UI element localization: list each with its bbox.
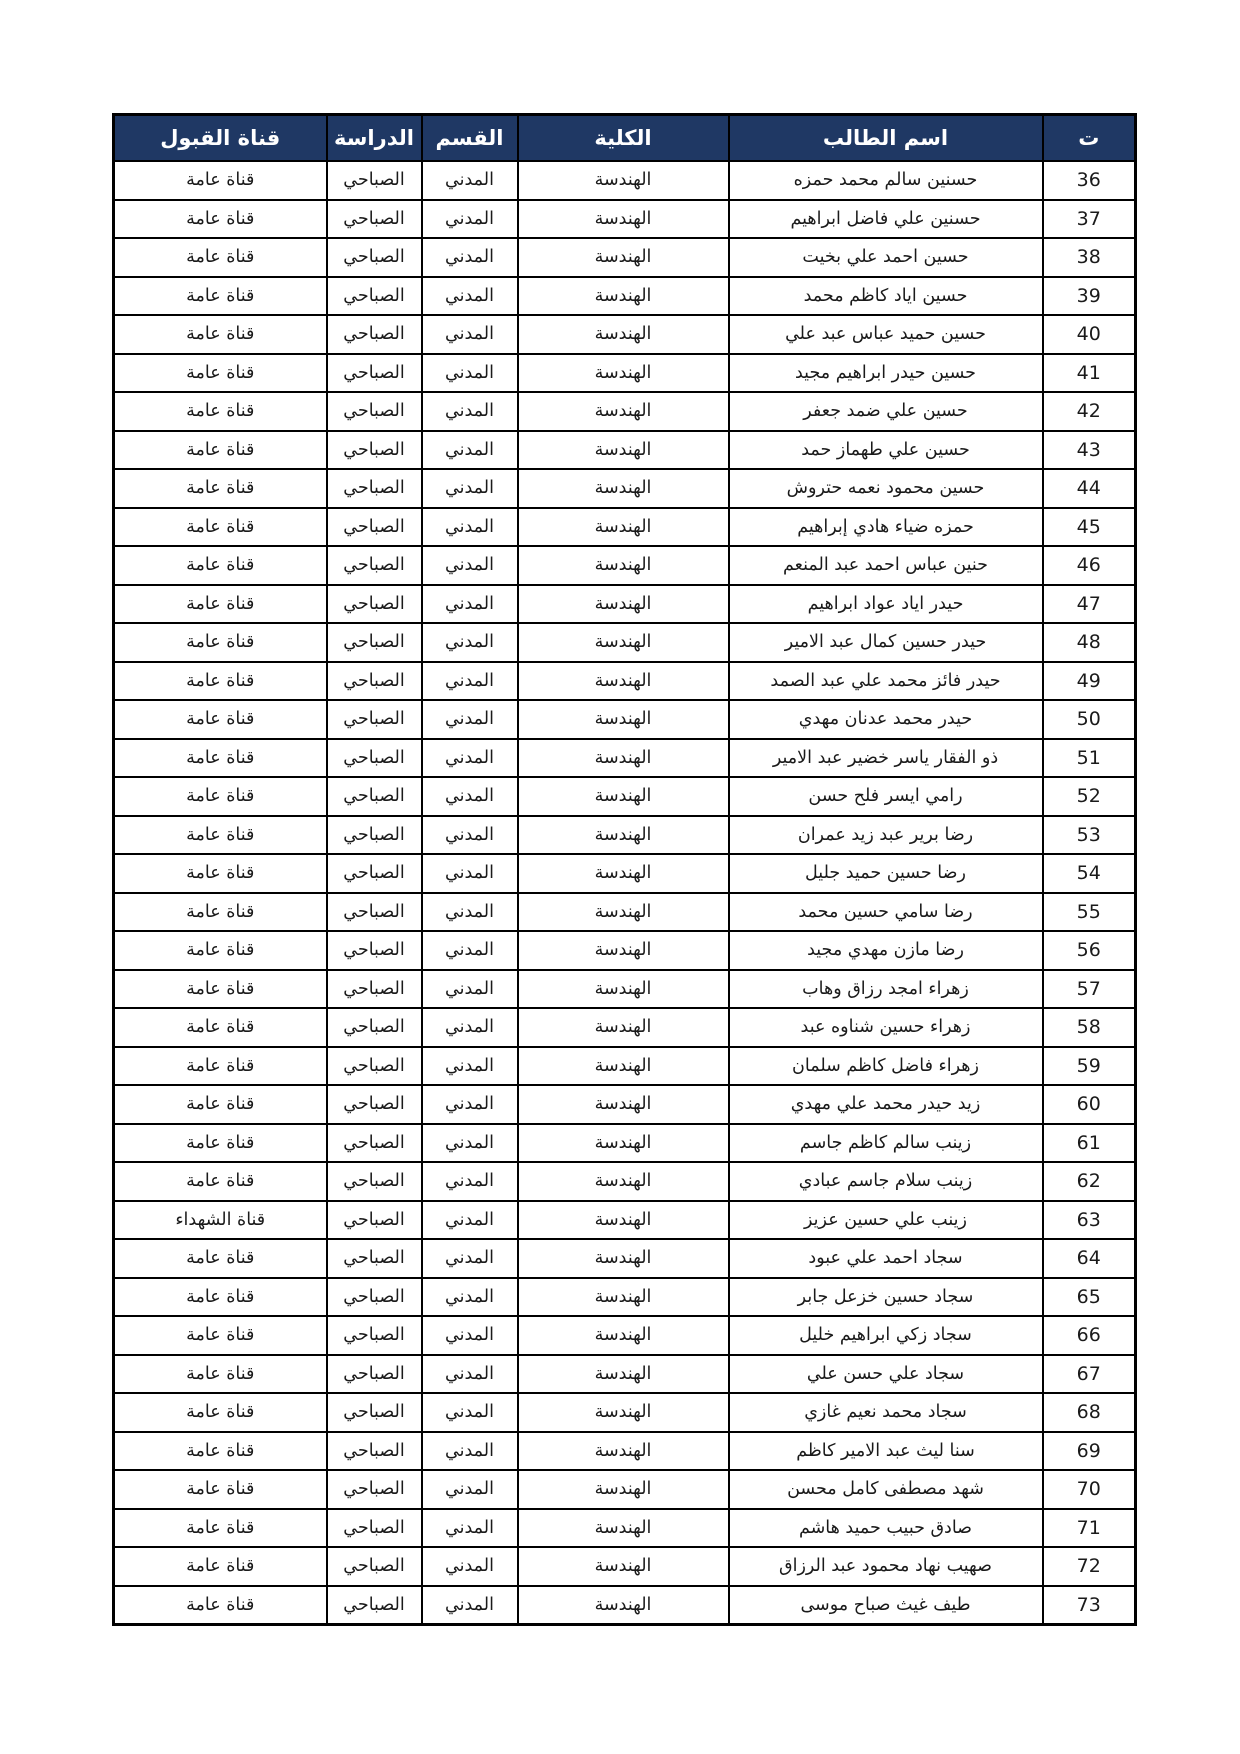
cell-channel: قناة عامة <box>114 623 327 662</box>
cell-college: الهندسة <box>518 469 729 508</box>
cell-name: زينب سالم كاظم جاسم <box>729 1124 1043 1163</box>
cell-study: الصباحي <box>327 1047 422 1086</box>
cell-department: المدني <box>422 1316 518 1355</box>
cell-channel: قناة عامة <box>114 1547 327 1586</box>
cell-study: الصباحي <box>327 1432 422 1471</box>
cell-index: 36 <box>1043 161 1136 200</box>
cell-channel: قناة عامة <box>114 1393 327 1432</box>
cell-study: الصباحي <box>327 700 422 739</box>
cell-department: المدني <box>422 970 518 1009</box>
cell-name: حيدر فائز محمد علي عبد الصمد <box>729 662 1043 701</box>
table-row <box>114 623 1136 662</box>
cell-department: المدني <box>422 1047 518 1086</box>
cell-college: الهندسة <box>518 1124 729 1163</box>
table-row <box>114 1008 1136 1047</box>
cell-study: الصباحي <box>327 1124 422 1163</box>
cell-department: المدني <box>422 700 518 739</box>
cell-study: الصباحي <box>327 1008 422 1047</box>
cell-department: المدني <box>422 1509 518 1548</box>
cell-name: زينب علي حسين عزيز <box>729 1201 1043 1240</box>
cell-study: الصباحي <box>327 1162 422 1201</box>
cell-channel: قناة عامة <box>114 777 327 816</box>
cell-name: حسنين علي فاضل ابراهيم <box>729 200 1043 239</box>
cell-name: رضا برير عبد زيد عمران <box>729 816 1043 855</box>
cell-channel: قناة عامة <box>114 970 327 1009</box>
cell-channel: قناة عامة <box>114 1239 327 1278</box>
cell-department: المدني <box>422 1278 518 1317</box>
table-row <box>114 508 1136 547</box>
cell-name: زهراء امجد رزاق وهاب <box>729 970 1043 1009</box>
cell-index: 45 <box>1043 508 1136 547</box>
cell-study: الصباحي <box>327 546 422 585</box>
cell-study: الصباحي <box>327 662 422 701</box>
cell-college: الهندسة <box>518 816 729 855</box>
table-row <box>114 1162 1136 1201</box>
cell-name: حسين علي طهماز حمد <box>729 431 1043 470</box>
cell-study: الصباحي <box>327 623 422 662</box>
cell-department: المدني <box>422 1470 518 1509</box>
cell-college: الهندسة <box>518 700 729 739</box>
cell-college: الهندسة <box>518 1393 729 1432</box>
cell-name: سجاد زكي ابراهيم خليل <box>729 1316 1043 1355</box>
cell-department: المدني <box>422 662 518 701</box>
cell-department: المدني <box>422 200 518 239</box>
cell-study: الصباحي <box>327 1547 422 1586</box>
table-row <box>114 1124 1136 1163</box>
cell-study: الصباحي <box>327 392 422 431</box>
cell-college: الهندسة <box>518 546 729 585</box>
cell-college: الهندسة <box>518 1509 729 1548</box>
cell-college: الهندسة <box>518 1586 729 1625</box>
cell-college: الهندسة <box>518 1162 729 1201</box>
cell-department: المدني <box>422 277 518 316</box>
cell-college: الهندسة <box>518 931 729 970</box>
table-row <box>114 277 1136 316</box>
cell-channel: قناة عامة <box>114 238 327 277</box>
cell-department: المدني <box>422 431 518 470</box>
cell-college: الهندسة <box>518 1355 729 1394</box>
cell-study: الصباحي <box>327 469 422 508</box>
cell-index: 66 <box>1043 1316 1136 1355</box>
cell-index: 62 <box>1043 1162 1136 1201</box>
cell-channel: قناة عامة <box>114 1047 327 1086</box>
cell-channel: قناة عامة <box>114 1432 327 1471</box>
cell-index: 37 <box>1043 200 1136 239</box>
table-row <box>114 469 1136 508</box>
cell-department: المدني <box>422 893 518 932</box>
cell-name: ذو الفقار ياسر خضير عبد الامير <box>729 739 1043 778</box>
cell-channel: قناة عامة <box>114 1470 327 1509</box>
cell-channel: قناة عامة <box>114 585 327 624</box>
table-row <box>114 238 1136 277</box>
cell-name: حسين اياد كاظم محمد <box>729 277 1043 316</box>
cell-name: حسنين سالم محمد حمزه <box>729 161 1043 200</box>
cell-name: رضا مازن مهدي مجيد <box>729 931 1043 970</box>
cell-channel: قناة عامة <box>114 1085 327 1124</box>
cell-channel: قناة عامة <box>114 161 327 200</box>
cell-index: 73 <box>1043 1586 1136 1625</box>
cell-name: طيف غيث صباح موسى <box>729 1586 1043 1625</box>
cell-college: الهندسة <box>518 1239 729 1278</box>
cell-name: شهد مصطفى كامل محسن <box>729 1470 1043 1509</box>
cell-index: 52 <box>1043 777 1136 816</box>
table-row <box>114 931 1136 970</box>
cell-department: المدني <box>422 1162 518 1201</box>
table-row <box>114 1316 1136 1355</box>
cell-channel: قناة عامة <box>114 1278 327 1317</box>
cell-college: الهندسة <box>518 315 729 354</box>
cell-name: سنا ليث عبد الامير كاظم <box>729 1432 1043 1471</box>
cell-study: الصباحي <box>327 354 422 393</box>
header-cell-college: الكلية <box>518 115 729 162</box>
table-row <box>114 1586 1136 1625</box>
cell-department: المدني <box>422 508 518 547</box>
table-row <box>114 1432 1136 1471</box>
cell-department: المدني <box>422 1393 518 1432</box>
table-row <box>114 893 1136 932</box>
cell-college: الهندسة <box>518 161 729 200</box>
cell-index: 72 <box>1043 1547 1136 1586</box>
table-row <box>114 816 1136 855</box>
cell-name: حسين علي ضمد جعفر <box>729 392 1043 431</box>
cell-department: المدني <box>422 354 518 393</box>
cell-study: الصباحي <box>327 585 422 624</box>
table-row <box>114 1085 1136 1124</box>
cell-college: الهندسة <box>518 1085 729 1124</box>
cell-index: 60 <box>1043 1085 1136 1124</box>
cell-channel: قناة عامة <box>114 739 327 778</box>
cell-channel: قناة عامة <box>114 1355 327 1394</box>
cell-name: حسين حميد عباس عبد علي <box>729 315 1043 354</box>
table-row <box>114 970 1136 1009</box>
header-row <box>114 115 1136 162</box>
cell-department: المدني <box>422 1586 518 1625</box>
cell-name: زهراء فاضل كاظم سلمان <box>729 1047 1043 1086</box>
cell-index: 63 <box>1043 1201 1136 1240</box>
table-row <box>114 200 1136 239</box>
cell-college: الهندسة <box>518 1470 729 1509</box>
cell-department: المدني <box>422 777 518 816</box>
cell-index: 46 <box>1043 546 1136 585</box>
table-row <box>114 1278 1136 1317</box>
cell-department: المدني <box>422 1201 518 1240</box>
table-row <box>114 585 1136 624</box>
cell-department: المدني <box>422 1008 518 1047</box>
cell-index: 61 <box>1043 1124 1136 1163</box>
cell-name: حمزه ضياء هادي إبراهيم <box>729 508 1043 547</box>
cell-study: الصباحي <box>327 931 422 970</box>
cell-index: 57 <box>1043 970 1136 1009</box>
cell-study: الصباحي <box>327 1278 422 1317</box>
cell-channel: قناة عامة <box>114 546 327 585</box>
cell-channel: قناة عامة <box>114 1509 327 1548</box>
cell-study: الصباحي <box>327 854 422 893</box>
table-row <box>114 546 1136 585</box>
cell-channel: قناة عامة <box>114 315 327 354</box>
cell-study: الصباحي <box>327 816 422 855</box>
table-row <box>114 1201 1136 1240</box>
cell-college: الهندسة <box>518 392 729 431</box>
cell-index: 41 <box>1043 354 1136 393</box>
cell-study: الصباحي <box>327 893 422 932</box>
cell-name: حيدر اياد عواد ابراهيم <box>729 585 1043 624</box>
table-row <box>114 354 1136 393</box>
table-row <box>114 739 1136 778</box>
cell-college: الهندسة <box>518 1201 729 1240</box>
cell-study: الصباحي <box>327 431 422 470</box>
cell-college: الهندسة <box>518 1008 729 1047</box>
table-row <box>114 662 1136 701</box>
cell-college: الهندسة <box>518 777 729 816</box>
cell-study: الصباحي <box>327 277 422 316</box>
table-row <box>114 777 1136 816</box>
cell-channel: قناة عامة <box>114 200 327 239</box>
cell-channel: قناة عامة <box>114 1586 327 1625</box>
table-row <box>114 1239 1136 1278</box>
header-cell-name: اسم الطالب <box>729 115 1043 162</box>
cell-name: حسين احمد علي بخيت <box>729 238 1043 277</box>
cell-index: 70 <box>1043 1470 1136 1509</box>
table-row <box>114 1393 1136 1432</box>
cell-department: المدني <box>422 1547 518 1586</box>
cell-study: الصباحي <box>327 238 422 277</box>
cell-channel: قناة عامة <box>114 277 327 316</box>
cell-college: الهندسة <box>518 508 729 547</box>
cell-college: الهندسة <box>518 1047 729 1086</box>
cell-index: 47 <box>1043 585 1136 624</box>
cell-study: الصباحي <box>327 315 422 354</box>
cell-index: 38 <box>1043 238 1136 277</box>
header-cell-index: ت <box>1043 115 1136 162</box>
students-table-body <box>114 161 1136 1625</box>
cell-study: الصباحي <box>327 161 422 200</box>
table-row <box>114 392 1136 431</box>
cell-department: المدني <box>422 546 518 585</box>
cell-index: 59 <box>1043 1047 1136 1086</box>
cell-college: الهندسة <box>518 1432 729 1471</box>
cell-index: 55 <box>1043 893 1136 932</box>
table-row <box>114 1355 1136 1394</box>
cell-department: المدني <box>422 1432 518 1471</box>
cell-name: صهيب نهاد محمود عبد الرزاق <box>729 1547 1043 1586</box>
cell-name: زهراء حسين شناوه عبد <box>729 1008 1043 1047</box>
cell-index: 43 <box>1043 431 1136 470</box>
cell-index: 48 <box>1043 623 1136 662</box>
cell-name: حسين حيدر ابراهيم مجيد <box>729 354 1043 393</box>
cell-college: الهندسة <box>518 1547 729 1586</box>
cell-channel: قناة عامة <box>114 1124 327 1163</box>
cell-college: الهندسة <box>518 970 729 1009</box>
cell-college: الهندسة <box>518 431 729 470</box>
cell-name: رضا سامي حسين محمد <box>729 893 1043 932</box>
cell-college: الهندسة <box>518 238 729 277</box>
cell-college: الهندسة <box>518 277 729 316</box>
cell-channel: قناة عامة <box>114 354 327 393</box>
cell-college: الهندسة <box>518 893 729 932</box>
cell-index: 56 <box>1043 931 1136 970</box>
cell-index: 67 <box>1043 1355 1136 1394</box>
cell-college: الهندسة <box>518 585 729 624</box>
cell-index: 44 <box>1043 469 1136 508</box>
cell-index: 69 <box>1043 1432 1136 1471</box>
table-header <box>114 115 1136 162</box>
cell-channel: قناة عامة <box>114 700 327 739</box>
cell-department: المدني <box>422 469 518 508</box>
cell-study: الصباحي <box>327 1393 422 1432</box>
cell-name: زيد حيدر محمد علي مهدي <box>729 1085 1043 1124</box>
cell-index: 40 <box>1043 315 1136 354</box>
cell-department: المدني <box>422 816 518 855</box>
students-table <box>112 113 1137 1626</box>
cell-college: الهندسة <box>518 354 729 393</box>
cell-department: المدني <box>422 1239 518 1278</box>
table-row <box>114 161 1136 200</box>
cell-channel: قناة عامة <box>114 1162 327 1201</box>
header-cell-channel: قناة القبول <box>114 115 327 162</box>
cell-index: 49 <box>1043 662 1136 701</box>
table-row <box>114 315 1136 354</box>
cell-department: المدني <box>422 739 518 778</box>
cell-department: المدني <box>422 315 518 354</box>
cell-channel: قناة عامة <box>114 854 327 893</box>
cell-name: رضا حسين حميد جليل <box>729 854 1043 893</box>
cell-channel: قناة عامة <box>114 469 327 508</box>
cell-index: 65 <box>1043 1278 1136 1317</box>
cell-index: 68 <box>1043 1393 1136 1432</box>
cell-channel: قناة عامة <box>114 893 327 932</box>
cell-college: الهندسة <box>518 854 729 893</box>
cell-department: المدني <box>422 931 518 970</box>
cell-department: المدني <box>422 1355 518 1394</box>
cell-channel: قناة عامة <box>114 931 327 970</box>
cell-name: حنين عباس احمد عبد المنعم <box>729 546 1043 585</box>
cell-index: 42 <box>1043 392 1136 431</box>
cell-index: 51 <box>1043 739 1136 778</box>
cell-study: الصباحي <box>327 1355 422 1394</box>
cell-college: الهندسة <box>518 1316 729 1355</box>
cell-channel: قناة الشهداء <box>114 1201 327 1240</box>
cell-name: حيدر محمد عدنان مهدي <box>729 700 1043 739</box>
cell-study: الصباحي <box>327 970 422 1009</box>
cell-name: زينب سلام جاسم عبادي <box>729 1162 1043 1201</box>
cell-department: المدني <box>422 854 518 893</box>
cell-index: 39 <box>1043 277 1136 316</box>
table-row <box>114 1509 1136 1548</box>
cell-index: 53 <box>1043 816 1136 855</box>
cell-channel: قناة عامة <box>114 1008 327 1047</box>
cell-college: الهندسة <box>518 662 729 701</box>
cell-name: سجاد حسين خزعل جابر <box>729 1278 1043 1317</box>
cell-index: 71 <box>1043 1509 1136 1548</box>
cell-channel: قناة عامة <box>114 431 327 470</box>
cell-study: الصباحي <box>327 1201 422 1240</box>
table-row <box>114 700 1136 739</box>
cell-name: حيدر حسين كمال عبد الامير <box>729 623 1043 662</box>
cell-study: الصباحي <box>327 1316 422 1355</box>
cell-name: سجاد محمد نعيم غازي <box>729 1393 1043 1432</box>
cell-department: المدني <box>422 623 518 662</box>
cell-name: سجاد احمد علي عبود <box>729 1239 1043 1278</box>
cell-college: الهندسة <box>518 623 729 662</box>
cell-index: 50 <box>1043 700 1136 739</box>
cell-college: الهندسة <box>518 1278 729 1317</box>
cell-name: رامي ايسر فلح حسن <box>729 777 1043 816</box>
cell-study: الصباحي <box>327 1239 422 1278</box>
cell-department: المدني <box>422 161 518 200</box>
cell-college: الهندسة <box>518 739 729 778</box>
cell-index: 54 <box>1043 854 1136 893</box>
cell-index: 64 <box>1043 1239 1136 1278</box>
table-row <box>114 1047 1136 1086</box>
table-row <box>114 431 1136 470</box>
cell-college: الهندسة <box>518 200 729 239</box>
cell-channel: قناة عامة <box>114 392 327 431</box>
cell-study: الصباحي <box>327 777 422 816</box>
cell-channel: قناة عامة <box>114 662 327 701</box>
header-cell-department: القسم <box>422 115 518 162</box>
cell-study: الصباحي <box>327 200 422 239</box>
cell-name: حسين محمود نعمه حتروش <box>729 469 1043 508</box>
table-row <box>114 1547 1136 1586</box>
cell-study: الصباحي <box>327 1509 422 1548</box>
cell-channel: قناة عامة <box>114 1316 327 1355</box>
table-row <box>114 854 1136 893</box>
cell-department: المدني <box>422 1085 518 1124</box>
cell-study: الصباحي <box>327 739 422 778</box>
cell-name: صادق حبيب حميد هاشم <box>729 1509 1043 1548</box>
cell-department: المدني <box>422 585 518 624</box>
cell-study: الصباحي <box>327 1085 422 1124</box>
cell-channel: قناة عامة <box>114 508 327 547</box>
cell-index: 58 <box>1043 1008 1136 1047</box>
cell-department: المدني <box>422 392 518 431</box>
header-cell-study: الدراسة <box>327 115 422 162</box>
cell-department: المدني <box>422 238 518 277</box>
cell-study: الصباحي <box>327 1470 422 1509</box>
cell-study: الصباحي <box>327 508 422 547</box>
cell-name: سجاد علي حسن علي <box>729 1355 1043 1394</box>
cell-study: الصباحي <box>327 1586 422 1625</box>
cell-channel: قناة عامة <box>114 816 327 855</box>
table-row <box>114 1470 1136 1509</box>
cell-department: المدني <box>422 1124 518 1163</box>
